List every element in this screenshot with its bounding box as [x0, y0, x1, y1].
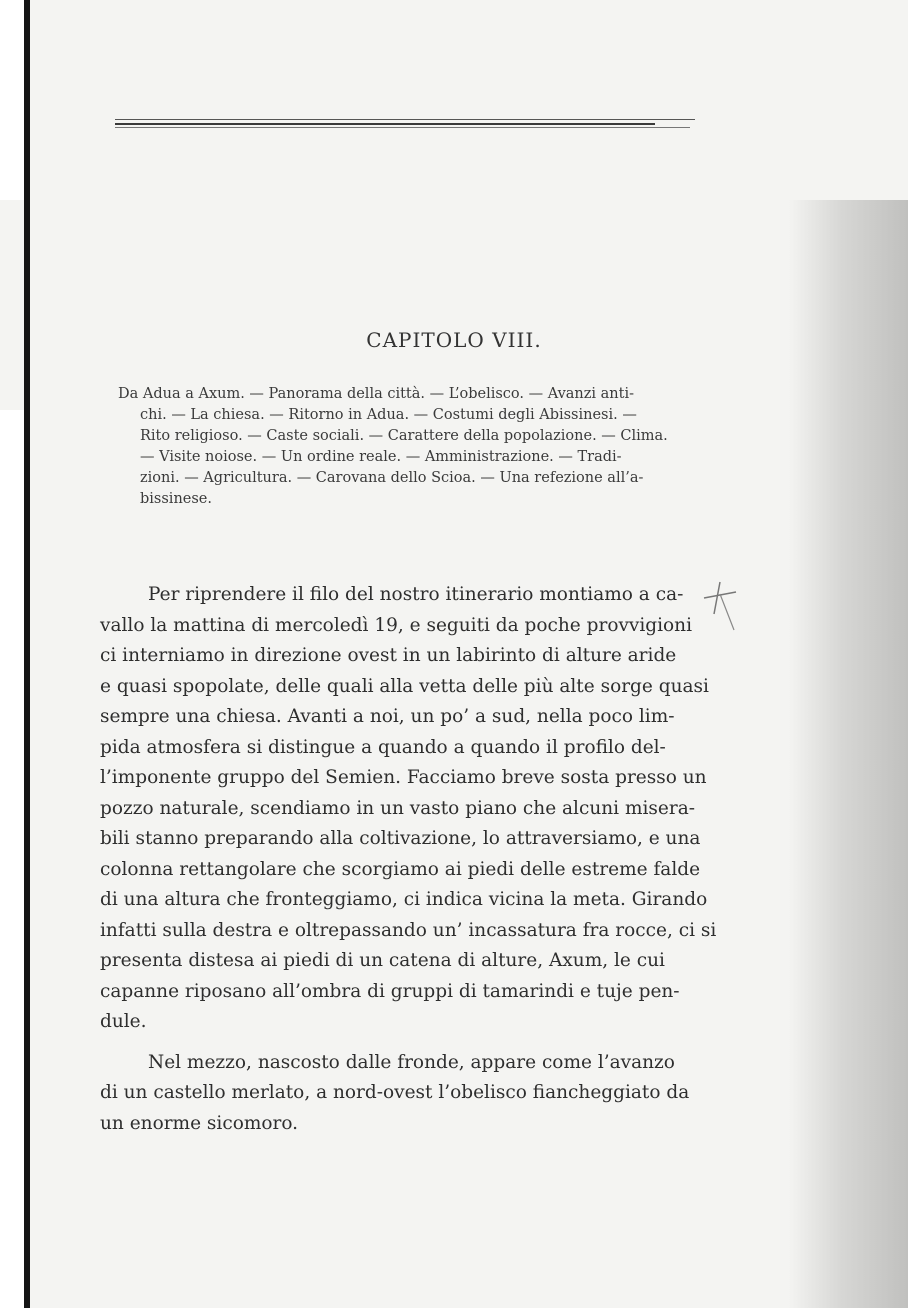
- text-line: pida atmosfera si distingue a quando a quando il profilo del-: [100, 736, 666, 758]
- summary-line: — Visite noiose. — Un ordine reale. — Amministrazione. — Tradi-: [140, 449, 622, 465]
- text-line: Per riprendere il filo del nostro itinerario montiamo a ca-: [148, 584, 684, 605]
- binding-gap: [0, 200, 24, 410]
- binding-edge: [0, 0, 30, 1308]
- summary-line: zioni. — Agricultura. — Carovana dello Scioa. — Una refezione all’a-: [140, 470, 644, 486]
- text-line: un enorme sicomoro.: [100, 1112, 299, 1134]
- header-rule-thick: [115, 123, 655, 125]
- scan-shading: [788, 200, 908, 1308]
- paragraph-gap: [100, 1038, 690, 1048]
- chapter-title: CAPITOLO VIII.: [366, 328, 542, 352]
- text-line: presenta distesa ai piedi di un catena di alture, Axum, le cui: [100, 950, 665, 971]
- pencil-cross-mark-icon: [700, 578, 740, 638]
- header-rule-thin: [115, 119, 695, 120]
- chapter-summary: [118, 384, 698, 510]
- text-line: colonna rettangolare che scorgiamo ai piedi delle estreme falde: [100, 858, 701, 880]
- summary-line: Rito religioso. — Caste sociali. — Carattere della popolazione. — Clima.: [140, 428, 668, 444]
- text-line: dule.: [100, 1011, 147, 1032]
- text-line: capanne riposano all’ombra di gruppi di tamarindi e tuje pen-: [100, 980, 680, 1002]
- body-text: [100, 580, 717, 1139]
- text-line: sempre una chiesa. Avanti a noi, un po’ a sud, nella poco lim-: [100, 706, 675, 727]
- text-line: bili stanno preparando alla coltivazione, lo attraversiamo, e una: [100, 828, 701, 849]
- text-line: Nel mezzo, nascosto dalle fronde, appare come l’avanzo: [148, 1051, 675, 1073]
- summary-line: Da Adua a Axum. — Panorama della città. — L’obelisco. — Avanzi anti-: [118, 386, 635, 402]
- header-rule-lower: [115, 127, 690, 128]
- summary-line: bissinese.: [140, 491, 212, 507]
- text-line: e quasi spopolate, delle quali alla vetta delle più alte sorge quasi: [100, 675, 709, 697]
- text-line: ci interniamo in direzione ovest in un labirinto di alture aride: [100, 645, 677, 666]
- text-line: l’imponente gruppo del Semien. Facciamo breve sosta presso un: [100, 767, 707, 788]
- text-line: di una altura che fronteggiamo, ci indica vicina la meta. Girando: [100, 889, 708, 910]
- text-line: infatti sulla destra e oltrepassando un’ incassatura fra rocce, ci si: [100, 919, 717, 941]
- text-line: di un castello merlato, a nord-ovest l’obelisco fiancheggiato da: [100, 1082, 690, 1103]
- text-line: vallo la mattina di mercoledì 19, e seguiti da poche provvigioni: [100, 614, 693, 636]
- summary-line: chi. — La chiesa. — Ritorno in Adua. — Costumi degli Abissinesi. —: [140, 407, 637, 423]
- text-line: pozzo naturale, scendiamo in un vasto piano che alcuni misera-: [100, 797, 695, 819]
